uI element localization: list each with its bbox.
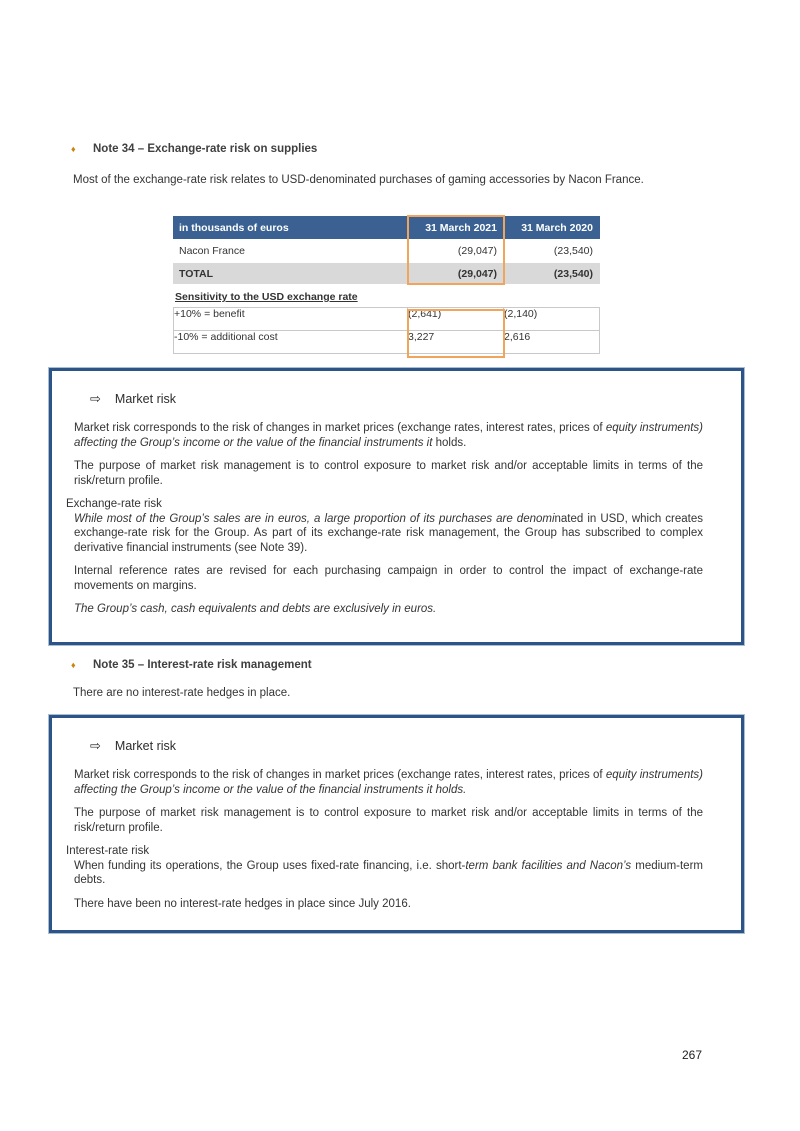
note35-title: Note 35 – Interest-rate risk management (93, 659, 312, 671)
sensitivity-title: Sensitivity to the USD exchange rate (175, 291, 358, 303)
box1-paragraph-5: The Group’s cash, cash equivalents and debts are exclusively in euros. (74, 603, 437, 615)
box2-subheading: Interest-rate risk (66, 845, 150, 857)
right-arrow-icon: ⇨ (90, 738, 101, 753)
box1-paragraph-4: Internal reference rates are revised for each purchasing campaign in order to control the impact of exchange-rate movements on margins. (74, 565, 703, 592)
note34-intro-paragraph: Most of the exchange-rate risk relates to USD-denominated purchases of gaming accessories by Nacon France. (73, 174, 644, 186)
note34-heading (71, 142, 317, 157)
market-risk-box-2 (49, 715, 744, 933)
box2-title-text: Market risk (114, 739, 177, 753)
table-total-label: TOTAL (173, 263, 408, 284)
amounts-table (173, 216, 600, 284)
box2-paragraph-3: When funding its operations, the Group uses fixed-rate financing, i.e. short-term bank facilities and Nacon’s medium-term debts. (74, 859, 703, 886)
table-total-value-2020: (23,540) (504, 263, 600, 284)
market-risk-box-1 (49, 368, 744, 645)
table-row-value-2020: (23,540) (504, 239, 600, 263)
box1-paragraph-2: The purpose of market risk management is to control exposure to market risk and/or acceptable limits in terms of the risk/return profile. (74, 460, 703, 487)
sensitivity-row-value-2020: 2,616 (504, 331, 600, 354)
sensitivity-row-value-2021: 3,227 (408, 331, 504, 354)
sensitivity-row-label: +10% = benefit (173, 308, 408, 331)
table-row-value-2021: (29,047) (408, 239, 504, 263)
table-total-value-2021: (29,047) (408, 263, 504, 284)
page-number: 267 (682, 1048, 703, 1062)
box2-paragraph-1: Market risk corresponds to the risk of changes in market prices (exchange rates, interest rates, prices of equity instruments) affecting the Group’s income or the value of the financial instruments it holds. (74, 769, 704, 796)
box1-subheading: Exchange-rate risk (66, 498, 162, 510)
exchange-risk-table (173, 216, 600, 354)
box2-paragraph-4: There have been no interest-rate hedges in place since July 2016. (74, 897, 411, 910)
sensitivity-row-value-2021: (2,641) (408, 308, 504, 331)
box1-title-text: Market risk (114, 392, 177, 406)
right-arrow-icon: ⇨ (90, 391, 101, 406)
note34-title: Note 34 – Exchange-rate risk on supplies (93, 143, 318, 155)
note35-intro-paragraph: There are no interest-rate hedges in place. (73, 687, 291, 699)
sensitivity-table (173, 307, 600, 354)
diamond-bullet-icon: ♦ (71, 660, 76, 670)
table-col-2020: 31 March 2020 (504, 216, 600, 239)
box1-paragraph-3: While most of the Group’s sales are in euros, a large proportion of its purchases are denominated in USD, which creates exchange-rate risk for the Group. As part of its exchange-rate risk management, the Group has subscribed to complex derivative financial instruments (see Note 39). (74, 512, 703, 554)
diamond-bullet-icon: ♦ (71, 144, 76, 154)
table-row-label: Nacon France (173, 239, 408, 263)
table-col-2021: 31 March 2021 (408, 216, 504, 239)
box1-title (90, 391, 703, 407)
box2-title (90, 738, 703, 754)
table-unit-header: in thousands of euros (173, 216, 408, 239)
box2-paragraph-2: The purpose of market risk management is to control exposure to market risk and/or acceptable limits in terms of the risk/return profile. (74, 807, 703, 834)
sensitivity-row-label: -10% = additional cost (173, 331, 408, 354)
box1-paragraph-1: Market risk corresponds to the risk of changes in market prices (exchange rates, interest rates, prices of equity instruments) affecting the Group’s income or the value of the financial instruments it holds. (74, 422, 704, 449)
note35-heading (71, 658, 312, 673)
sensitivity-row-value-2020: (2,140) (504, 308, 600, 331)
